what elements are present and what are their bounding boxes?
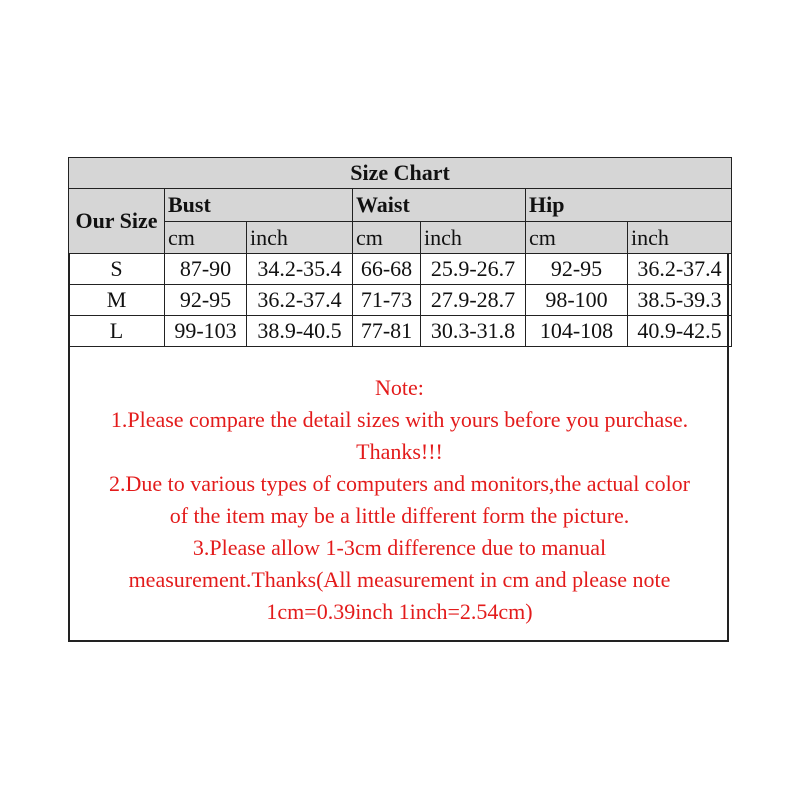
table-cell: 99-103 xyxy=(165,316,247,347)
note-line: 1.Please compare the detail sizes with yours before you purchase. xyxy=(110,407,689,432)
notes-section xyxy=(70,372,729,628)
our-size-header: Our Size xyxy=(69,189,165,254)
table-cell: 71-73 xyxy=(353,285,421,316)
waist-inch-header: inch xyxy=(421,222,526,254)
size-label: M xyxy=(69,285,165,316)
hip-cm-header: cm xyxy=(526,222,628,254)
table-cell: 66-68 xyxy=(353,254,421,285)
table-cell: 40.9-42.5 xyxy=(628,316,732,347)
size-label: S xyxy=(69,254,165,285)
note-line: measurement.Thanks(All measurement in cm and please note xyxy=(128,567,671,592)
hip-inch-header: inch xyxy=(628,222,732,254)
table-cell: 25.9-26.7 xyxy=(421,254,526,285)
table-cell: 34.2-35.4 xyxy=(247,254,353,285)
size-chart-table xyxy=(68,157,732,347)
table-cell: 92-95 xyxy=(526,254,628,285)
bust-header: Bust xyxy=(165,189,353,222)
table-row xyxy=(69,285,732,316)
table-cell: 27.9-28.7 xyxy=(421,285,526,316)
size-label: L xyxy=(69,316,165,347)
note-line: 3.Please allow 1-3cm difference due to manual xyxy=(192,535,607,560)
note-line: 1cm=0.39inch 1inch=2.54cm) xyxy=(266,599,533,624)
table-cell: 36.2-37.4 xyxy=(628,254,732,285)
waist-cm-header: cm xyxy=(353,222,421,254)
size-chart-title: Size Chart xyxy=(69,158,732,189)
table-cell: 38.5-39.3 xyxy=(628,285,732,316)
table-cell: 38.9-40.5 xyxy=(247,316,353,347)
note-line: 2.Due to various types of computers and monitors,the actual color xyxy=(108,471,691,496)
table-cell: 98-100 xyxy=(526,285,628,316)
bust-inch-header: inch xyxy=(247,222,353,254)
note-line: Thanks!!! xyxy=(356,439,443,464)
table-cell: 87-90 xyxy=(165,254,247,285)
table-cell: 77-81 xyxy=(353,316,421,347)
table-cell: 92-95 xyxy=(165,285,247,316)
waist-header: Waist xyxy=(353,189,526,222)
note-heading: Note: xyxy=(375,375,424,400)
table-row xyxy=(69,316,732,347)
table-cell: 36.2-37.4 xyxy=(247,285,353,316)
table-cell: 104-108 xyxy=(526,316,628,347)
hip-header: Hip xyxy=(526,189,732,222)
table-cell: 30.3-31.8 xyxy=(421,316,526,347)
note-line: of the item may be a little different form the picture. xyxy=(169,503,630,528)
table-row xyxy=(69,254,732,285)
bust-cm-header: cm xyxy=(165,222,247,254)
